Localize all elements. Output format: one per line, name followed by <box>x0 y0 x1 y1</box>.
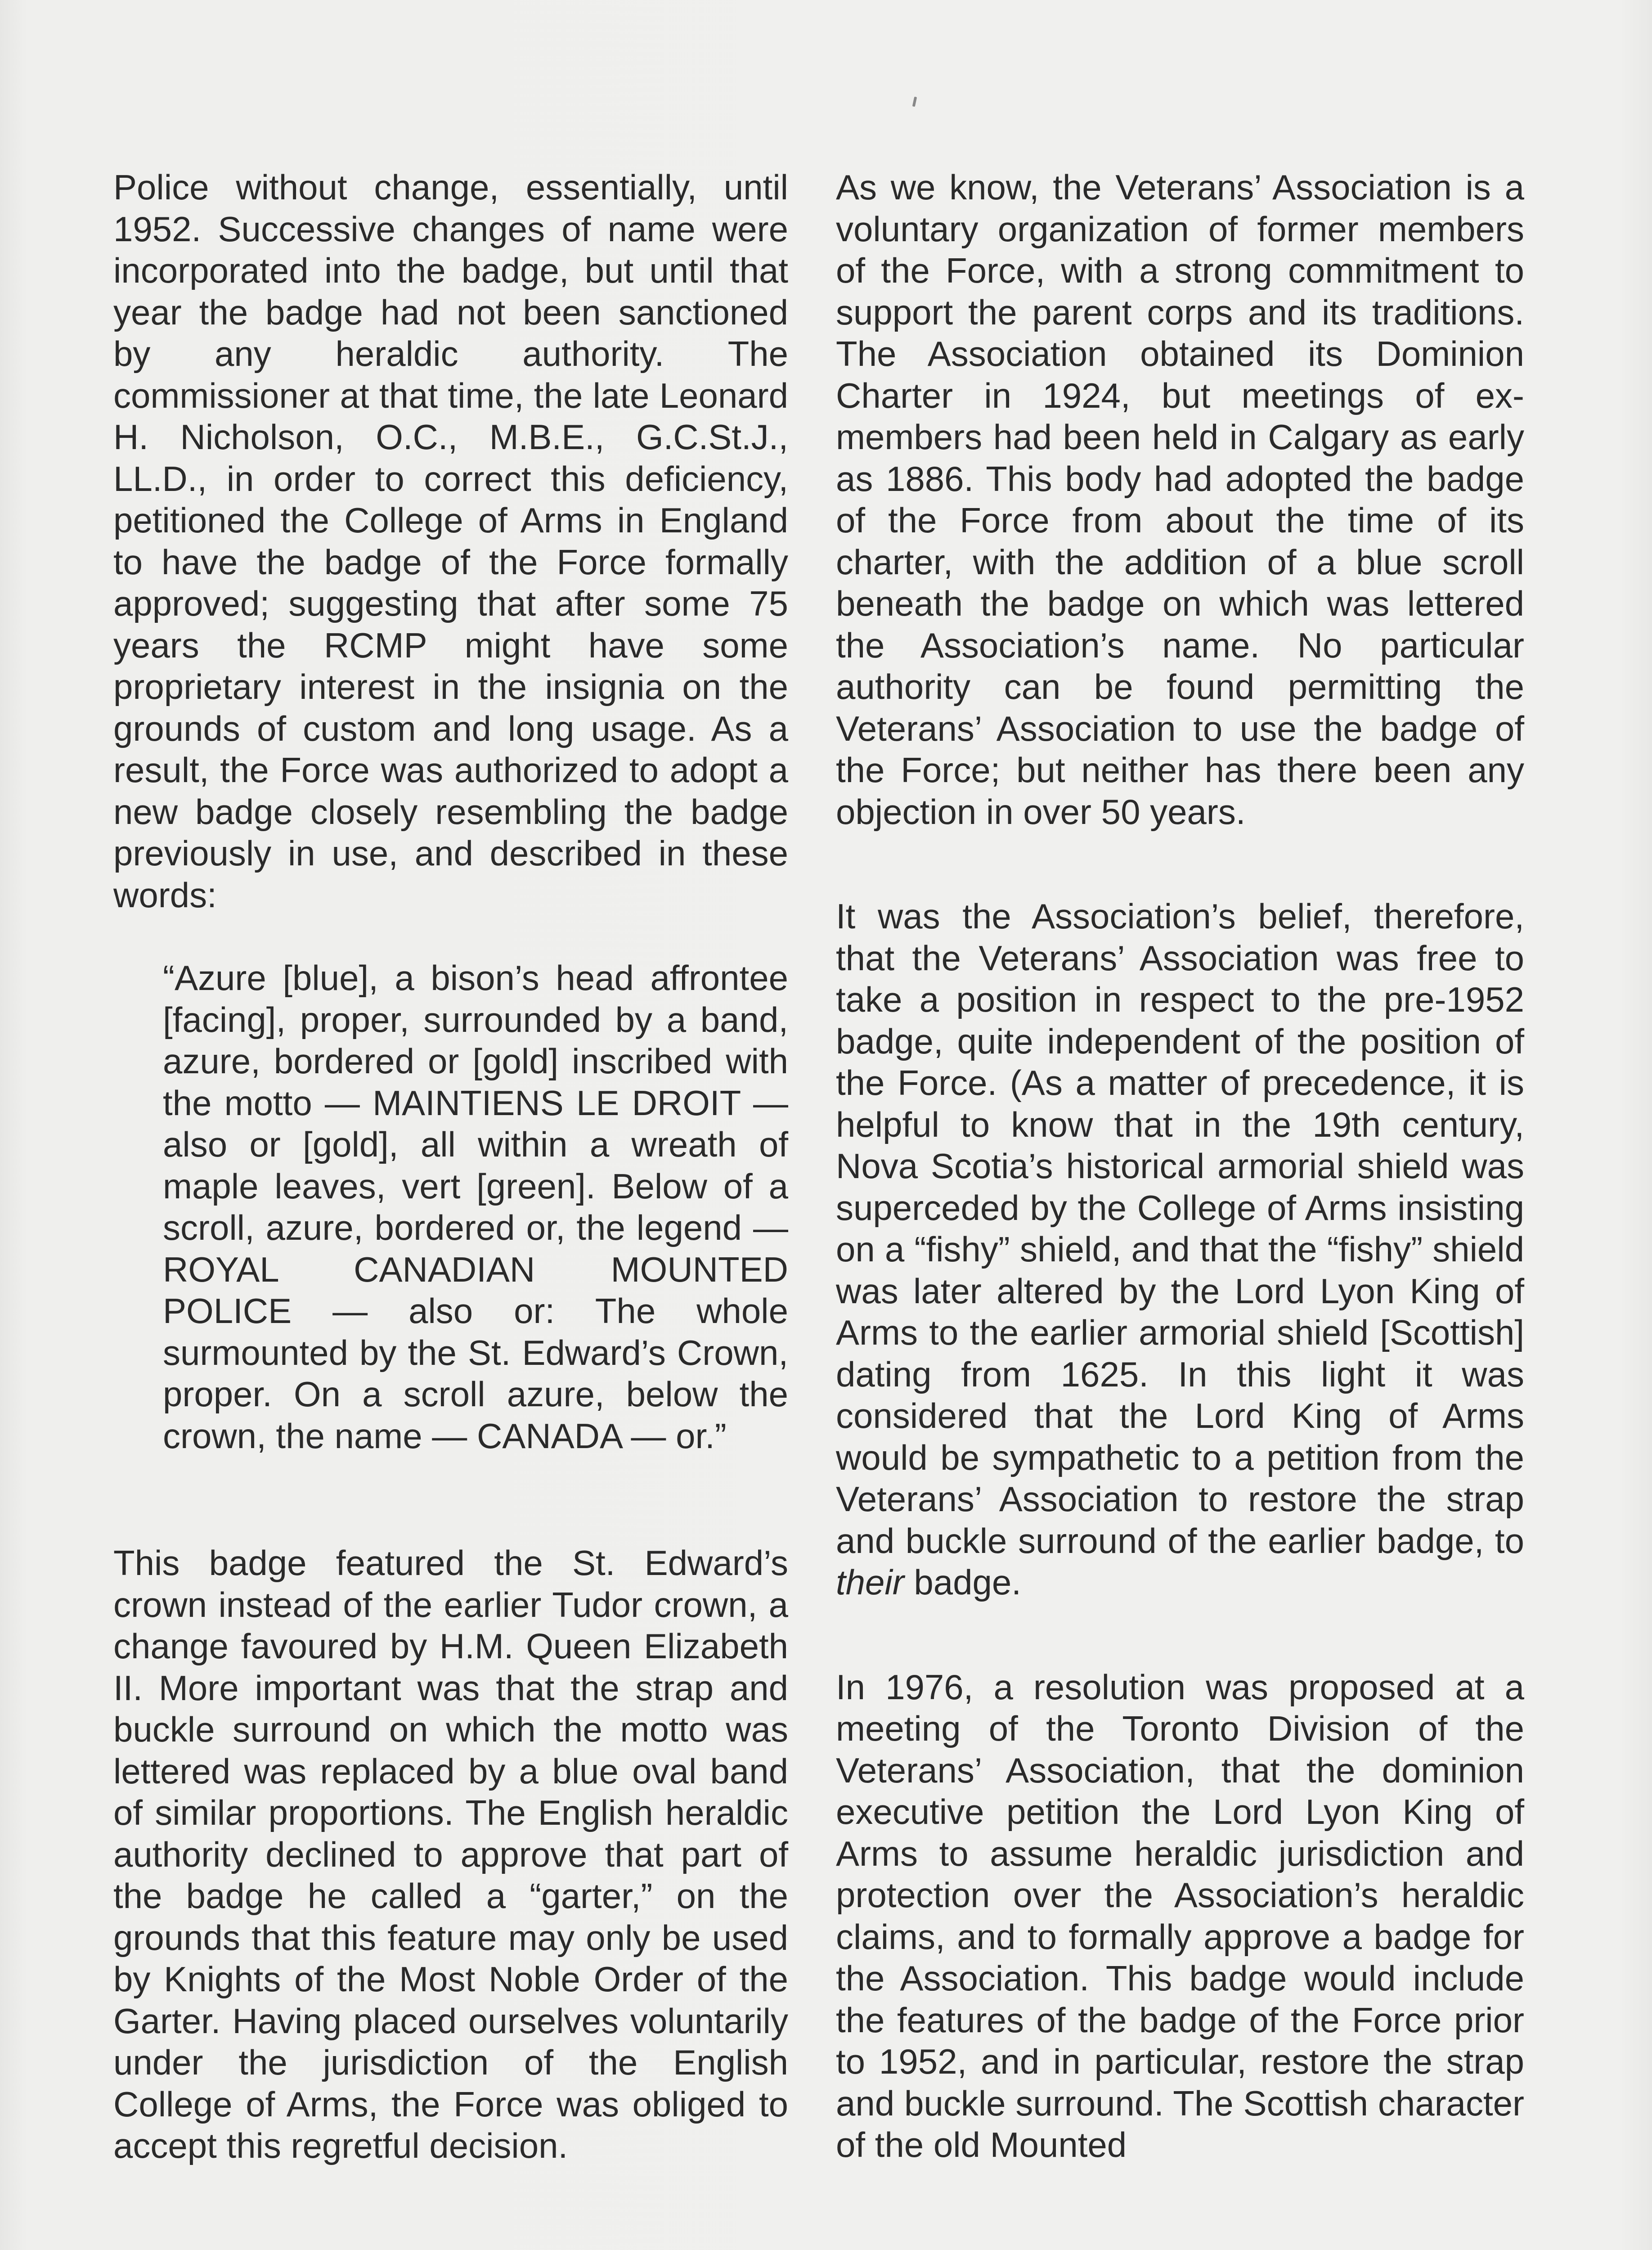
print-speck <box>912 97 917 107</box>
right-paragraph-3: In 1976, a resolution was proposed at a meeting of the Toronto Division of the Veterans’ Association, that the dominion executive petition the Lord Lyon King of Arms to assume heraldic jurisdiction and protection over the Association’s heraldic claims, and to formally approve a badge for the Association. This badge would include the features of the badge of the Force prior to 1952, and in particular, restore the strap and buckle surround. The Scottish character of the old Mounted <box>836 1667 1524 2164</box>
left-paragraph-2: This badge featured the St. Edward’s crown instead of the earlier Tudor crown, a change favoured by H.M. Queen Elizabeth II. More important was that the strap and buckle surround on which the motto was lettered was replaced by a blue oval band of similar proportions. The English heraldic authority declined to approve that part of the badge he called a “garter,” on the grounds that this feature may only be used by Knights of the Most Noble Order of the Garter. Having placed ourselves voluntarily under the jurisdiction of the English College of Arms, the Force was obliged to accept this regretful decision. <box>113 1543 788 2165</box>
right-paragraph-2-text: It was the Association’s belief, therefore, that the Veterans’ Association was free to take a position in respect to the pre-1952 badge, quite independent of the position of the Force. (As a matter of precedence, it is helpful to know that in the 19th century, Nova Scotia’s historical armorial shield was superceded by the College of Arms insisting on a “fishy” shield, and that the “fishy” shield was later altered by the Lord Lyon King of Arms to the earlier armorial shield [Scottish] dating from 1625. In this light it was considered that the Lord King of Arms would be sympathetic to a petition from the Veterans’ Association to restore the strap and buckle surround of the earlier badge, to <box>836 896 1524 1561</box>
emphasis-their: their <box>836 1562 904 1602</box>
right-paragraph-2-end: badge. <box>904 1562 1021 1602</box>
left-column <box>113 166 788 2167</box>
right-column <box>836 166 1524 2166</box>
left-paragraph-1: Police without change, essentially, until 1952. Successive changes of name were incorporated into the badge, but until that year the badge had not been sanctioned by any heraldic authority. The commissioner at that time, the late Leonard H. Nicholson, O.C., M.B.E., G.C.St.J., LL.D., in order to correct this deficiency, petitioned the College of Arms in England to have the badge of the Force formally approved; suggesting that after some 75 years the RCMP might have some proprietary interest in the insignia on the grounds of custom and long usage. As a result, the Force was authorized to adopt a new badge closely resembling the badge previously in use, and described in these words: <box>113 167 788 915</box>
badge-description-quote: “Azure [blue], a bison’s head affrontee [facing], proper, surrounded by a band, azure, bordered or [gold] inscribed with the motto — MAINTIENS LE DROIT — also or [gold], all within a wreath of maple leaves, vert [green]. Below of a scroll, azure, bordered or, the legend — ROYAL CANADIAN MOUNTED POLICE — also or: The whole surmounted by the St. Edward’s Crown, proper. On a scroll azure, below the crown, the name — CANADA — or.” <box>163 958 788 1456</box>
right-paragraph-1: As we know, the Veterans’ Association is a voluntary organization of former members of the Force, with a strong commitment to support the parent corps and its traditions. The Association obtained its Dominion Charter in 1924, but meetings of ex-members had been held in Calgary as early as 1886. This body had adopted the badge of the Force from about the time of its charter, with the addition of a blue scroll beneath the badge on which was lettered the Association’s name. No particular authority can be found permitting the Veterans’ Association to use the badge of the Force; but neither has there been any objection in over 50 years. <box>836 167 1524 832</box>
right-paragraph-2 <box>836 896 1524 1603</box>
